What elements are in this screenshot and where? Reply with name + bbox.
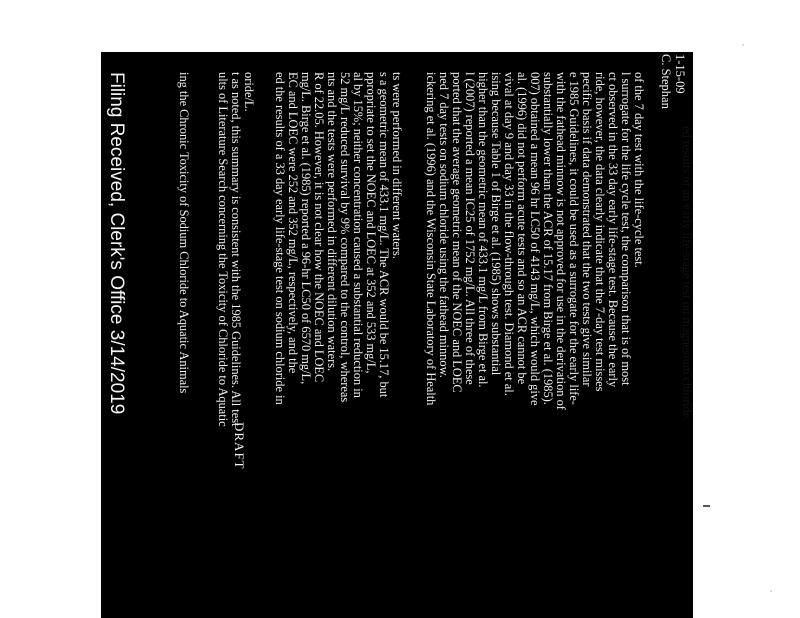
rotated-page-content bbox=[101, 52, 693, 618]
header-author: C. Stephan bbox=[659, 54, 673, 109]
page-number-mark bbox=[703, 505, 710, 507]
scan-speck bbox=[770, 590, 772, 592]
para2-line: ickering et al. (1996) and the Wisconsin State Laboratory of Health bbox=[424, 72, 438, 406]
para2-line: ct observed in the 33 day early life-stage test. Because the early bbox=[606, 72, 620, 388]
para2-line: with the fathead minnow is not approved for use in the derivation of bbox=[554, 72, 568, 410]
para1-line: EC and LOEC were 252 and 352 mg/L, respectively, and the bbox=[286, 72, 300, 374]
draft-label: DRAFT bbox=[232, 422, 247, 470]
para1-line: ed the results of a 33 day early life-stage test on sodium chloride in bbox=[273, 72, 287, 405]
para2-line: ride, however, the data clearly indicate that the 7-day test misses bbox=[593, 72, 607, 392]
scan-speck bbox=[742, 44, 744, 46]
para2-line: higher than the geometric mean of 433.1 mg/L from Birge et al. bbox=[476, 72, 490, 388]
para2-line: ising because Table 1 of Birge et al. (1985) shows substantial bbox=[489, 72, 503, 376]
para1-line: s a geometric mean of 433.1 mg/L. The ACR would be 15.17, but bbox=[377, 72, 391, 398]
para1-line: R of 22.05. However, it is not clear how the NOEC and LOEC bbox=[312, 72, 326, 383]
para2-line: ned 7 day tests on sodium chloride using the fathead minnow. bbox=[437, 72, 451, 378]
para2-line: 007) obtained a mean 96 hr LC50 of 4143 mg/L, which would give bbox=[528, 72, 542, 406]
para2-line: l surrogate for the life cycle test, the comparison that is of most bbox=[619, 72, 633, 386]
intro-line: ults of Literature Search concerning the Toxicity of Chloride to Aquatic bbox=[216, 72, 230, 427]
header-date: 1-15-09 bbox=[673, 54, 687, 94]
para1-line: ppropriate to set the NOEC and LOEC at 352 and 533 mg/L, bbox=[364, 72, 378, 374]
para2-line: e 1985 Guidelines, it could be used as a surrogate for the early life- bbox=[567, 72, 581, 406]
document-title: ing the Chronic Toxicity of Sodium Chloride to Aquatic Animals bbox=[177, 72, 191, 394]
filing-stamp: Filing Received, Clerk's Office 3/14/2019 bbox=[106, 72, 127, 415]
intro-line: oride/L. bbox=[242, 72, 256, 112]
para2-line: l (2007) reported a mean IC25 of 1752 mg/L. All three of these bbox=[463, 72, 477, 385]
document-page bbox=[101, 52, 693, 618]
para1-line: mg/L. Birge et al. (1985) reported a 96-hr LC50 of 6570 mg/L, bbox=[299, 72, 313, 385]
paragraph-3-line: ed results of an early life-stage test on magnesium chloride. bbox=[680, 126, 694, 422]
para1-line: al by 15%; neither concentration caused a substantial reduction in bbox=[351, 72, 365, 398]
para2-line: vival at day 9 and day 33 in the flow-through test. Diamond et al. bbox=[502, 72, 516, 396]
intro-line: t as noted, this summary is consistent with the 1985 Guidelines. All test bbox=[229, 72, 243, 427]
para2-line: substantially lower than the ACR of 15.17 from Birge et al. (1985). bbox=[541, 72, 555, 405]
para2-line: of the 7 day test with the life-cycle test. bbox=[632, 72, 646, 268]
para2-line: pecific basis if data demonstrated that the two tests give similar bbox=[580, 72, 594, 387]
para1-line: nts and the tests were performed in different dilution waters. bbox=[325, 72, 339, 372]
para1-line: ts were performed in different waters. bbox=[390, 72, 404, 259]
para2-line: al. (1996) did not perform acute tests and so an ACR cannot be bbox=[515, 72, 529, 385]
para2-line: ported that the average geometric mean of the NOEC and LOEC bbox=[450, 72, 464, 393]
para1-line: 52 mg/L reduced survival by 9% compared to the control, whereas bbox=[338, 72, 352, 403]
